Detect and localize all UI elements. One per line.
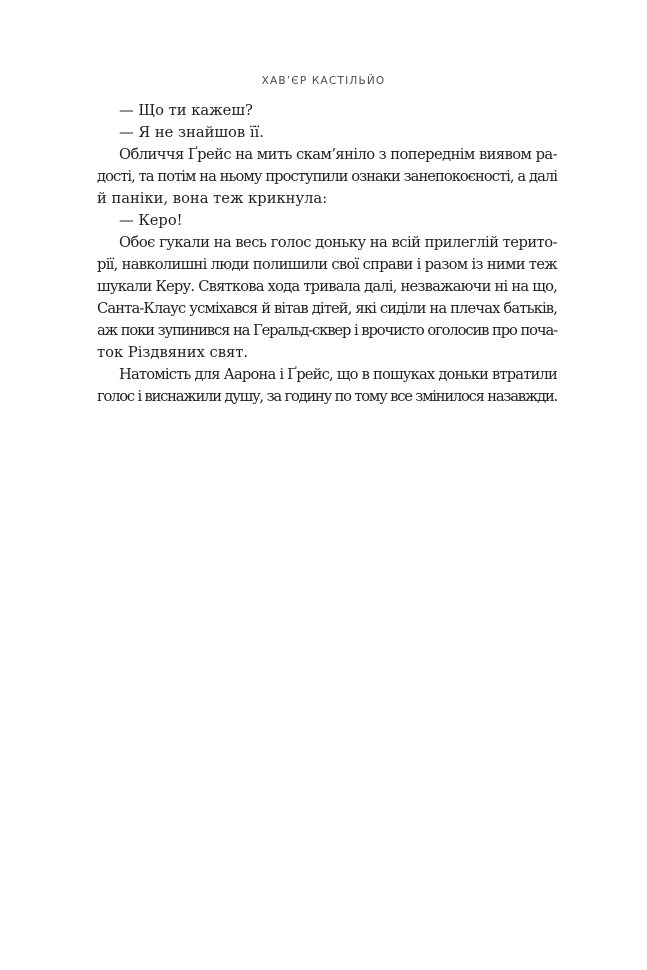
- text-line: шукали Керу. Святкова хода тривала далі, незважаючи ні на що,: [97, 278, 557, 295]
- text-line: Обоє гукали на весь голос доньку на всій прилеглій терито-: [119, 234, 557, 251]
- text-line: — Я не знайшов її.: [119, 124, 264, 141]
- text-line: дості, та потім на ньому проступили ознаки занепокоєності, а далі: [97, 168, 557, 185]
- text-line: аж поки зупинився на Геральд-сквер і врочисто оголосив про поча-: [97, 322, 557, 339]
- text-line: ток Різдвяних свят.: [97, 344, 249, 361]
- text-line: голос і виснажили душу, за годину по тому все змінилося назавжди.: [97, 388, 557, 405]
- text-line: — Що ти кажеш?: [119, 102, 253, 119]
- text-line: рії, навколишні люди полишили свої справи і разом із ними теж: [97, 256, 557, 273]
- body-text: [97, 100, 557, 408]
- text-line: — Керо!: [119, 212, 183, 229]
- text-line: Санта-Клаус усміхався й вітав дітей, які сиділи на плечах батьків,: [97, 300, 557, 317]
- text-line: Натомість для Аарона і Ґрейс, що в пошуках доньки втратили: [119, 366, 557, 383]
- running-header: ХАВ’ЄР КАСТІЛЬЙО: [261, 75, 386, 87]
- text-line: Обличчя Ґрейс на мить скам’яніло з попереднім виявом ра-: [119, 146, 557, 163]
- text-line: й паніки, вона теж крикнула:: [97, 190, 328, 207]
